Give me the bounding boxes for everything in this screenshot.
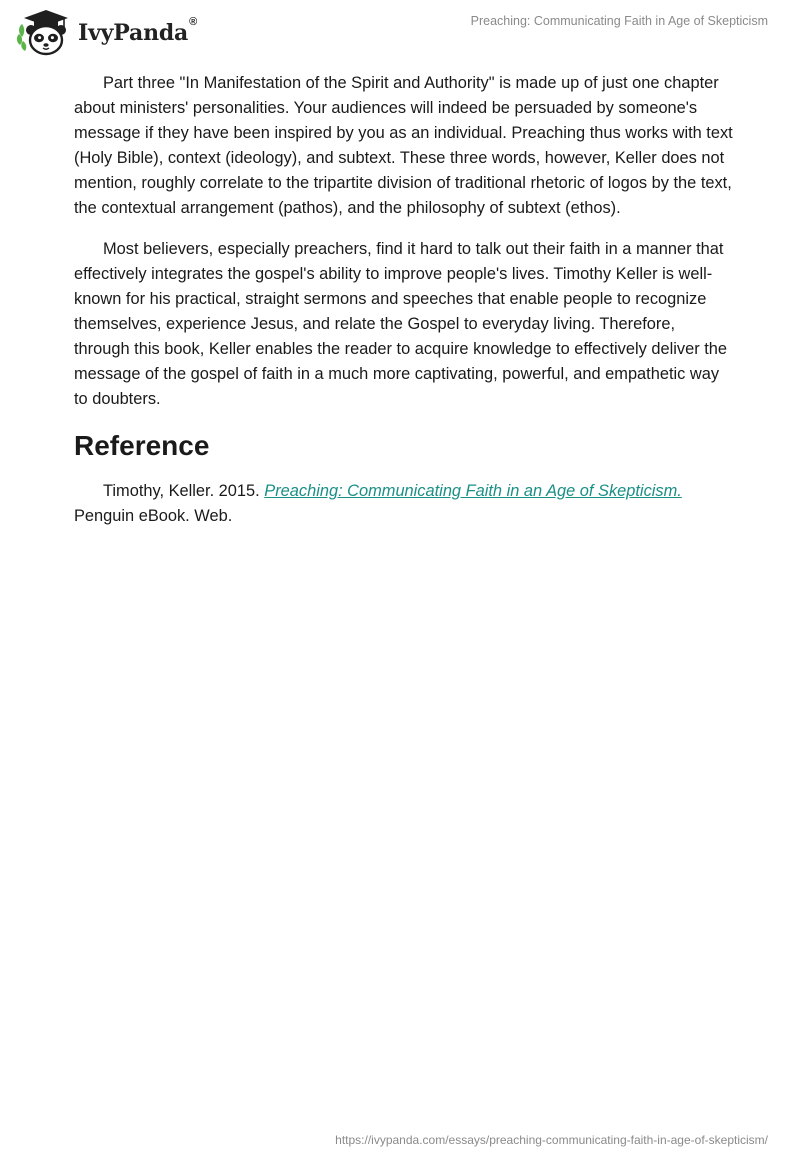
reference-entry [74, 479, 734, 529]
paragraph-conclusion: Most believers, especially preachers, find it hard to talk out their faith in a manner that effectively integrates the gospel's ability to improve people's lives. Timothy Keller is well-known for his practical, straight sermons and speeches that enable people to recognize themselves, experience Jesus, and relate the Gospel to everyday living. Therefore, through this book, Keller enables the reader to acquire knowledge to effectively deliver the message of the gospel of faith in a much more captivating, powerful, and empathetic way to doubters. [74, 240, 727, 408]
reference-title-link[interactable]: Preaching: Communicating Faith in an Age of Skepticism. [264, 482, 682, 500]
reference-heading: Reference [74, 430, 210, 461]
footer-url[interactable]: https://ivypanda.com/essays/preaching-communicating-faith-in-age-of-skepticism/ [335, 1133, 768, 1147]
reference-publisher: Penguin eBook. Web. [74, 507, 233, 525]
registered-mark: ® [189, 16, 198, 28]
document-title: Preaching: Communicating Faith in Age of Skepticism [470, 14, 768, 28]
brand-name: IvyPanda® [78, 16, 198, 46]
ivypanda-logo[interactable] [16, 7, 197, 57]
panda-graduate-icon [16, 7, 74, 57]
essay-content [74, 71, 734, 529]
page-header [0, 0, 800, 64]
paragraph-part-three: Part three "In Manifestation of the Spirit and Authority" is made up of just one chapter about ministers' personalities. Your audiences will indeed be persuaded by someone's message if they have been inspired by you as an individual. Preaching thus works with text (Holy Bible), context (ideology), and subtext. These three words, however, Keller does not mention, roughly correlate to the tripartite division of traditional rhetoric of logos by the text, the contextual arrangement (pathos), and the philosophy of subtext (ethos). [74, 74, 733, 217]
reference-author-year: Timothy, Keller. 2015. [103, 482, 260, 500]
